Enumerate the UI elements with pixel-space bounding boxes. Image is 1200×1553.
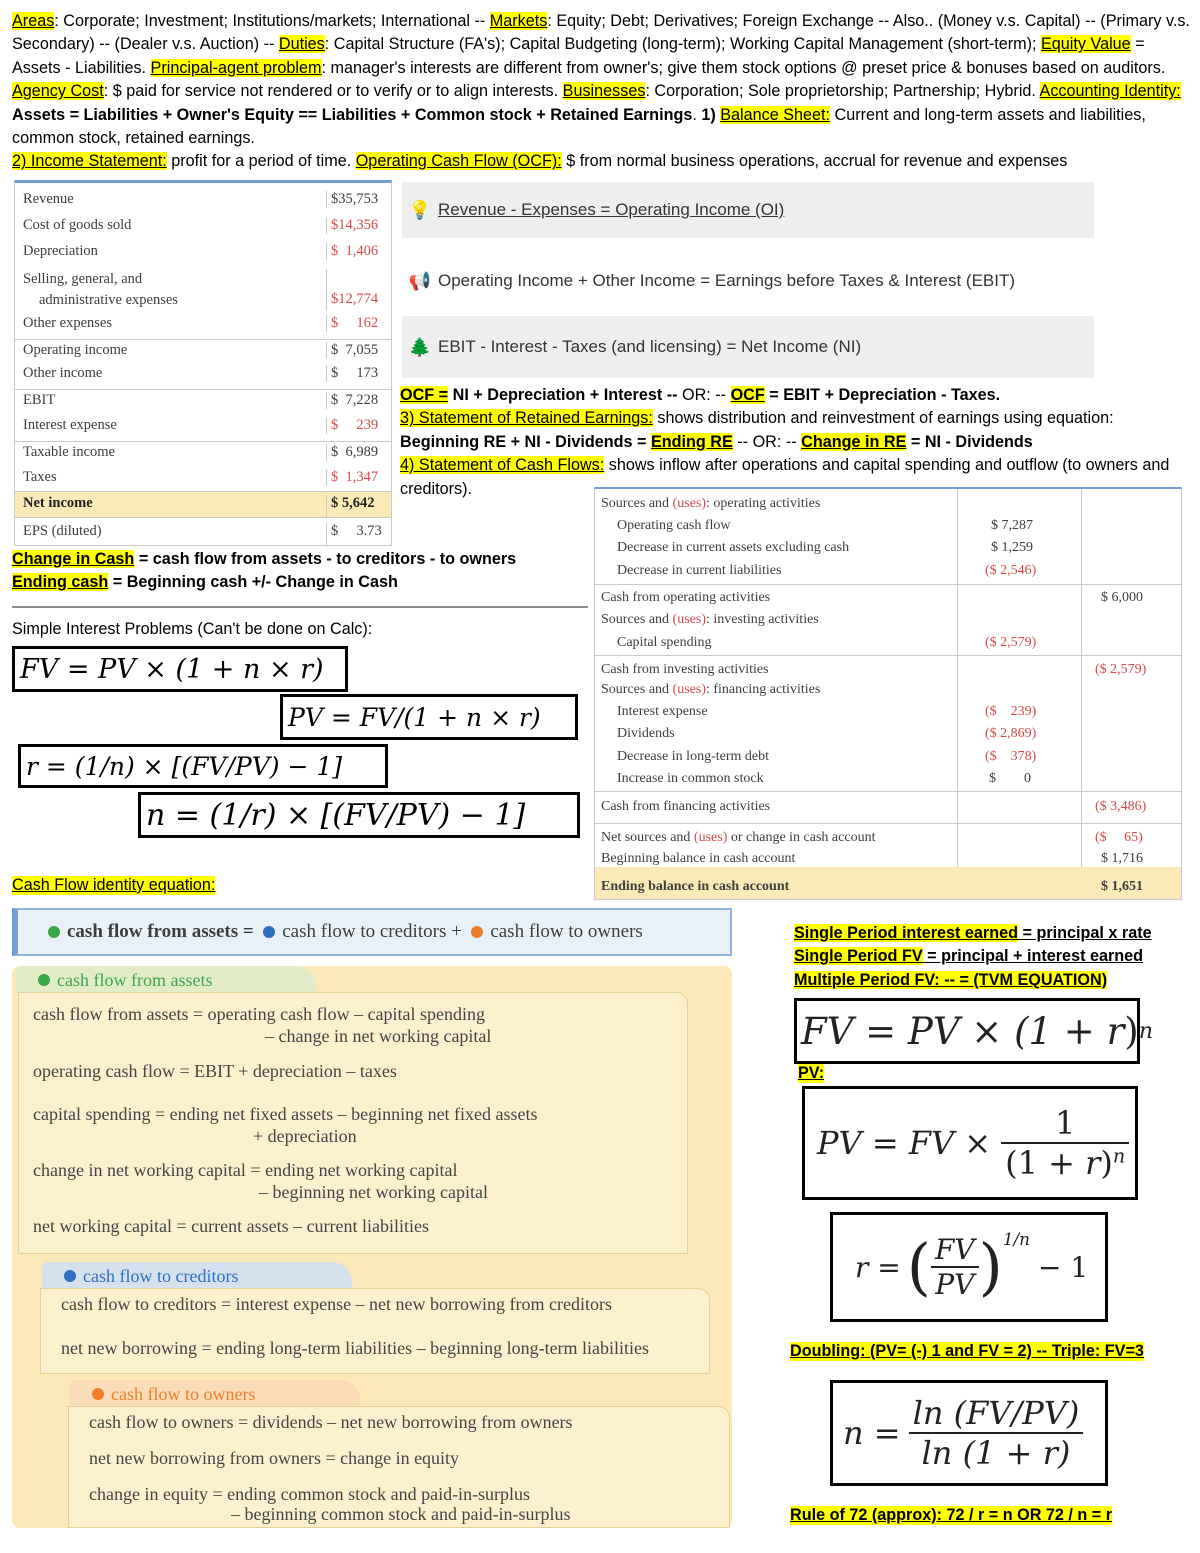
areas-text: : Corporate; Investment; Institutions/markets; International -- xyxy=(54,12,490,30)
ocf-text: $ from normal business operations, accrual for revenue and expenses xyxy=(561,152,1068,171)
row-value: ($ 2,579) xyxy=(985,635,1037,650)
row-label: Taxable income xyxy=(15,444,327,461)
term-ocf: OCF xyxy=(730,386,765,404)
formula-exponent: n xyxy=(1112,1144,1126,1168)
operating-header xyxy=(601,495,820,512)
table-row xyxy=(15,243,391,260)
term-businesses: Businesses xyxy=(562,82,646,101)
term-multiple-period-fv: Multiple Period FV: -- = (TVM EQUATION) xyxy=(794,970,1108,989)
table-row xyxy=(15,191,391,208)
header-text: Sources and xyxy=(601,496,673,511)
formula-part: − 1 xyxy=(1037,1250,1089,1284)
bar-creditors-text: cash flow to creditors xyxy=(282,921,447,942)
row-value: ($ 239) xyxy=(985,704,1037,719)
net-income-row xyxy=(15,491,391,517)
equals-text: = xyxy=(238,921,259,942)
formula-line: cash flow from assets = operating cash flow – capital spending xyxy=(33,1004,486,1024)
row-label: Cash from financing activities xyxy=(601,799,771,814)
row-value: $ 3.73 xyxy=(331,523,382,539)
row-value: ($ 378) xyxy=(985,749,1037,764)
table-row xyxy=(15,339,391,359)
row-total: ($ 65) xyxy=(1095,830,1143,845)
term-balance-sheet: Balance Sheet: xyxy=(720,105,831,124)
balance-sheet-text: Current and long-term assets and liabilities, common stock, retained earnings. xyxy=(12,105,1146,148)
duties-text: : Capital Structure (FA's); Capital Budgeting (long-term); Working Capital Management (short-term); xyxy=(324,35,1041,54)
equation-operating-income xyxy=(402,182,1094,238)
cash-flows-text: shows inflow after operations and capital spending and outflow (to owners and creditors). xyxy=(400,456,1170,498)
formula-line: change in net working capital = ending net working capital xyxy=(33,1160,458,1180)
income-statement-table xyxy=(14,180,392,546)
formula-line: net new borrowing = ending long-term liabilities – beginning long-term liabilities xyxy=(61,1338,650,1358)
term-income-statement: 2) Income Statement: xyxy=(12,152,167,171)
green-dot-icon xyxy=(48,926,60,938)
formula-part: FV xyxy=(801,1009,854,1053)
tab-label: cash flow to creditors xyxy=(83,1265,239,1286)
row-value: $ 0 xyxy=(989,771,1031,786)
formula-exponent: 1/n xyxy=(1002,1229,1030,1249)
row-label: Depreciation xyxy=(15,243,327,260)
cash-flow-from-assets-box xyxy=(18,992,688,1254)
row-total: $ 6,000 xyxy=(1101,590,1143,605)
table-row xyxy=(15,365,391,382)
fraction-numerator: FV xyxy=(934,1233,975,1266)
equation-net-income xyxy=(402,316,1094,378)
row-label: Operating cash flow xyxy=(617,518,731,533)
label-text: Net sources and xyxy=(601,830,694,845)
formula-part: n = xyxy=(843,1414,901,1452)
formula-line: cash flow to owners = dividends – net new borrowing from owners xyxy=(89,1412,573,1432)
term-areas: Areas xyxy=(12,12,55,30)
or-text: -- OR: -- xyxy=(732,432,802,451)
divider xyxy=(12,606,588,608)
ocf-formula-1: NI + Depreciation + Interest -- xyxy=(448,386,683,404)
row-label: Other income xyxy=(15,365,327,382)
term-ending-cash: Ending cash xyxy=(12,573,109,591)
header-text: Sources and xyxy=(601,682,673,697)
plus-text: + xyxy=(446,921,467,942)
formula-part: ) xyxy=(1100,1144,1113,1182)
row-value: $ 1,347 xyxy=(331,469,379,485)
fraction-numerator: ln (FV/PV) xyxy=(912,1394,1080,1432)
net-change-label xyxy=(601,829,875,846)
table-row xyxy=(15,389,391,409)
ocf-and-statements-text xyxy=(400,384,1192,501)
dash-text: -- xyxy=(710,386,731,404)
tab-cash-flow-to-creditors xyxy=(42,1262,352,1290)
equity-value-text: = Assets - Liabilities. xyxy=(12,35,1145,77)
formula-line: cash flow to creditors = interest expense – net new borrowing from creditors xyxy=(61,1294,612,1314)
formula-part: = PV × (1 + xyxy=(853,1009,1107,1053)
row-label: Ending balance in cash account xyxy=(601,879,790,894)
megaphone-icon: 📢 xyxy=(408,270,432,291)
tvm-definitions xyxy=(794,922,1152,992)
row-label: Operating income xyxy=(15,342,327,359)
row-label-line: Selling, general, and xyxy=(23,271,143,287)
single-period-interest-text: = principal x rate xyxy=(1018,924,1152,942)
formula-exponent: n xyxy=(1138,1018,1153,1044)
change-re-formula: = NI - Dividends xyxy=(906,432,1033,451)
simple-interest-fv-formula: FV = PV × (1 + n × r) xyxy=(12,646,348,692)
table-row xyxy=(15,517,391,547)
row-value: $ 1,406 xyxy=(331,243,379,259)
term-change-in-re: Change in RE xyxy=(801,432,907,451)
formula-line: change in equity = ending common stock and paid-in-surplus xyxy=(89,1484,531,1504)
financing-header xyxy=(601,681,820,698)
cash-flow-to-owners-box xyxy=(68,1406,730,1528)
row-label: Decrease in long-term debt xyxy=(617,749,769,764)
row-label: Decrease in current liabilities xyxy=(617,563,782,578)
row-value: $ 162 xyxy=(331,315,379,331)
row-value: $14,356 xyxy=(331,217,379,233)
formula-part: (1 + xyxy=(1005,1144,1086,1182)
row-value: $ 7,055 xyxy=(331,342,379,358)
table-row xyxy=(15,315,391,332)
formula-line: + depreciation xyxy=(253,1126,357,1146)
tree-icon: 🌲 xyxy=(408,336,432,357)
term-cash-flows: 4) Statement of Cash Flows: xyxy=(400,456,605,475)
green-dot-icon xyxy=(38,974,50,986)
formula-part: r = xyxy=(855,1250,901,1284)
term-markets: Markets xyxy=(489,12,548,30)
orange-dot-icon xyxy=(471,926,483,938)
tab-label: cash flow from assets xyxy=(57,969,213,990)
term-agency-cost: Agency Cost xyxy=(12,82,104,101)
row-label xyxy=(15,269,327,311)
ending-cash-formula: = Beginning cash +/- Change in Cash xyxy=(108,573,398,591)
orange-dot-icon xyxy=(92,1388,104,1400)
uses-label: (uses) xyxy=(672,682,706,697)
row-value: ($ 2,869) xyxy=(985,726,1037,741)
equation-text: Revenue - Expenses = Operating Income (OI) xyxy=(438,200,785,219)
bar-owners-text: cash flow to owners xyxy=(490,921,643,942)
fraction-denominator: PV xyxy=(931,1266,979,1301)
row-label: EBIT xyxy=(15,392,327,409)
row-label: EPS (diluted) xyxy=(15,523,327,547)
tab-label: cash flow to owners xyxy=(111,1383,256,1404)
term-retained-earnings: 3) Statement of Retained Earnings: xyxy=(400,409,653,428)
term-single-period-interest: Single Period interest earned xyxy=(794,924,1018,942)
formula-line: – beginning common stock and paid-in-surplus xyxy=(231,1504,571,1524)
uses-label: (uses) xyxy=(672,496,706,511)
row-label: Cash from operating activities xyxy=(601,590,771,605)
simple-interest-title: Simple Interest Problems (Can't be done on Calc): xyxy=(12,620,373,638)
cash-flow-statement-table xyxy=(594,487,1182,900)
term-single-period-fv: Single Period FV xyxy=(794,947,923,966)
table-row xyxy=(15,269,391,311)
row-value: $ 239 xyxy=(331,417,379,433)
table-row xyxy=(15,441,391,461)
formula-part: ) xyxy=(1124,1009,1139,1053)
row-label: Increase in common stock xyxy=(617,771,764,786)
term-ocf: Operating Cash Flow (OCF): xyxy=(355,152,562,171)
tvm-r-formula xyxy=(830,1212,1108,1322)
row-label: Beginning balance in cash account xyxy=(601,851,796,866)
term-duties: Duties xyxy=(278,35,325,54)
equation-text: Operating Income + Other Income = Earnings before Taxes & Interest (EBIT) xyxy=(438,271,1016,290)
formula-fraction xyxy=(931,1233,979,1301)
row-label: Cash from investing activities xyxy=(601,662,769,677)
intro-paragraph xyxy=(12,10,1190,174)
row-value: $ 7,228 xyxy=(331,392,379,408)
table-row xyxy=(15,217,391,234)
formula-fraction xyxy=(909,1394,1084,1472)
term-accounting-identity: Accounting Identity: xyxy=(1039,82,1181,101)
row-label: Cost of goods sold xyxy=(15,217,327,234)
agency-cost-text: : $ paid for service not rendered or to verify or to align interests. xyxy=(103,82,563,101)
paren-open: ( xyxy=(906,1230,931,1303)
blue-dot-icon xyxy=(263,926,275,938)
formula-line: net working capital = current assets – current liabilities xyxy=(33,1216,430,1236)
row-value: $ 7,287 xyxy=(991,518,1033,533)
table-row xyxy=(15,417,391,434)
income-statement-text: profit for a period of time. xyxy=(166,152,356,171)
row-label: Decrease in current assets excluding cash xyxy=(617,540,850,555)
markets-text: : Equity; Debt; Derivatives; Foreign Exchange -- Also.. (Money v.s. Capital) -- (Primary v.s. Secondary) -- (Dealer v.s. Auction) -- xyxy=(12,12,1190,54)
row-value: $ 1,259 xyxy=(991,540,1033,555)
row-value: $35,753 xyxy=(331,191,379,207)
row-label: Net income xyxy=(15,495,327,517)
tvm-fv-formula xyxy=(794,998,1153,1064)
retained-earnings-text: shows distribution and reinvestment of earnings using equation: xyxy=(652,409,1114,428)
formula-part: r xyxy=(1085,1144,1101,1182)
formula-part: PV = FV × xyxy=(817,1124,992,1162)
uses-label: (uses) xyxy=(693,830,728,845)
header-text: : operating activities xyxy=(705,496,821,511)
simple-interest-pv-formula: PV = FV/(1 + n × r) xyxy=(280,694,578,740)
equation-text: EBIT - Interest - Taxes (and licensing) = Net Income (NI) xyxy=(438,337,862,356)
accounting-identity-text: Assets = Liabilities + Owner's Equity == Liabilities + Common stock + Retained Earnings xyxy=(12,105,693,124)
tab-cash-flow-from-assets xyxy=(16,966,316,994)
change-in-cash-formula: = cash flow from assets - to creditors - to owners xyxy=(134,550,517,568)
ocf-formula-2: = EBIT + Depreciation - Taxes. xyxy=(764,386,1001,404)
formula-line: operating cash flow = EBIT + depreciation – taxes xyxy=(33,1061,397,1081)
row-label: Interest expense xyxy=(617,704,708,719)
formula-part: r xyxy=(1106,1009,1125,1053)
row-total: ($ 2,579) xyxy=(1095,662,1147,677)
blue-dot-icon xyxy=(64,1270,76,1282)
row-value: $ 173 xyxy=(331,365,379,381)
or-text: OR: xyxy=(682,386,711,404)
row-value: $12,774 xyxy=(331,291,379,307)
period-text: . xyxy=(692,105,702,124)
tvm-n-formula xyxy=(830,1380,1108,1486)
table-row xyxy=(15,469,391,486)
row-label: Dividends xyxy=(617,726,675,741)
principal-agent-text: : manager's interests are different from owner's; give them stock options @ preset price & bonuses based on auditors. xyxy=(321,58,1166,77)
label-text: or change in cash account xyxy=(727,830,876,845)
formula-line: – change in net working capital xyxy=(265,1026,492,1046)
header-text: : investing activities xyxy=(705,612,819,627)
formula-line: – beginning net working capital xyxy=(259,1182,488,1202)
row-value: $ 6,989 xyxy=(331,444,379,460)
term-ocf: OCF = xyxy=(400,386,449,404)
simple-interest-n-formula: n = (1/r) × [(FV/PV) − 1] xyxy=(138,792,580,838)
row-label: Revenue xyxy=(15,191,327,208)
balance-sheet-number: 1) xyxy=(701,105,721,124)
cash-flow-identity-bar xyxy=(12,908,732,956)
doubling-note: Doubling: (PV= (-) 1 and FV = 2) -- Triple: FV=3 xyxy=(790,1342,1144,1360)
row-total: $ 1,651 xyxy=(1101,879,1143,894)
row-value: $ 5,642 xyxy=(331,495,375,511)
pv-label: PV: xyxy=(798,1064,825,1082)
row-label-line: administrative expenses xyxy=(39,292,178,308)
tab-cash-flow-to-owners xyxy=(70,1380,360,1408)
uses-label: (uses) xyxy=(672,612,706,627)
cash-flow-identity-title: Cash Flow identity equation: xyxy=(12,876,216,894)
row-total: ($ 3,486) xyxy=(1095,799,1147,814)
formula-line: net new borrowing from owners = change in equity xyxy=(89,1448,460,1468)
row-total: $ 1,716 xyxy=(1101,851,1143,866)
row-label: Other expenses xyxy=(15,315,327,332)
header-text: : financing activities xyxy=(705,682,821,697)
bar-assets-text: cash flow from assets xyxy=(67,921,239,942)
term-equity-value: Equity Value xyxy=(1040,35,1131,54)
equation-ebit xyxy=(402,250,1094,312)
term-ending-re: Ending RE xyxy=(650,432,733,451)
formula-fraction xyxy=(1001,1104,1129,1182)
row-label: Interest expense xyxy=(15,417,327,434)
investing-header xyxy=(601,611,819,628)
row-label: Taxes xyxy=(15,469,327,486)
term-principal-agent: Principal-agent problem xyxy=(150,58,322,77)
fraction-numerator: 1 xyxy=(1054,1104,1076,1142)
single-period-fv-text: = principal + interest earned xyxy=(922,947,1144,966)
row-label: Capital spending xyxy=(617,635,712,650)
rule-of-72-note: Rule of 72 (approx): 72 / r = n OR 72 / n = r xyxy=(790,1506,1113,1524)
fraction-denominator xyxy=(1001,1142,1129,1182)
term-change-in-cash: Change in Cash xyxy=(12,550,135,568)
tvm-pv-formula xyxy=(802,1086,1138,1200)
cash-flow-to-creditors-box xyxy=(40,1288,710,1374)
simple-interest-r-formula: r = (1/n) × [(FV/PV) − 1] xyxy=(18,744,388,788)
header-text: Sources and xyxy=(601,612,673,627)
re-formula: Beginning RE + NI - Dividends = xyxy=(400,432,651,451)
cash-change-equations xyxy=(12,548,516,594)
fraction-denominator: ln (1 + r) xyxy=(909,1432,1084,1472)
formula-line: capital spending = ending net fixed assets – beginning net fixed assets xyxy=(33,1104,538,1124)
lightbulb-icon: 💡 xyxy=(408,199,432,220)
paren-close: ) xyxy=(978,1230,1003,1303)
businesses-text: : Corporation; Sole proprietorship; Partnership; Hybrid. xyxy=(645,82,1040,101)
row-value: ($ 2,546) xyxy=(985,563,1037,578)
